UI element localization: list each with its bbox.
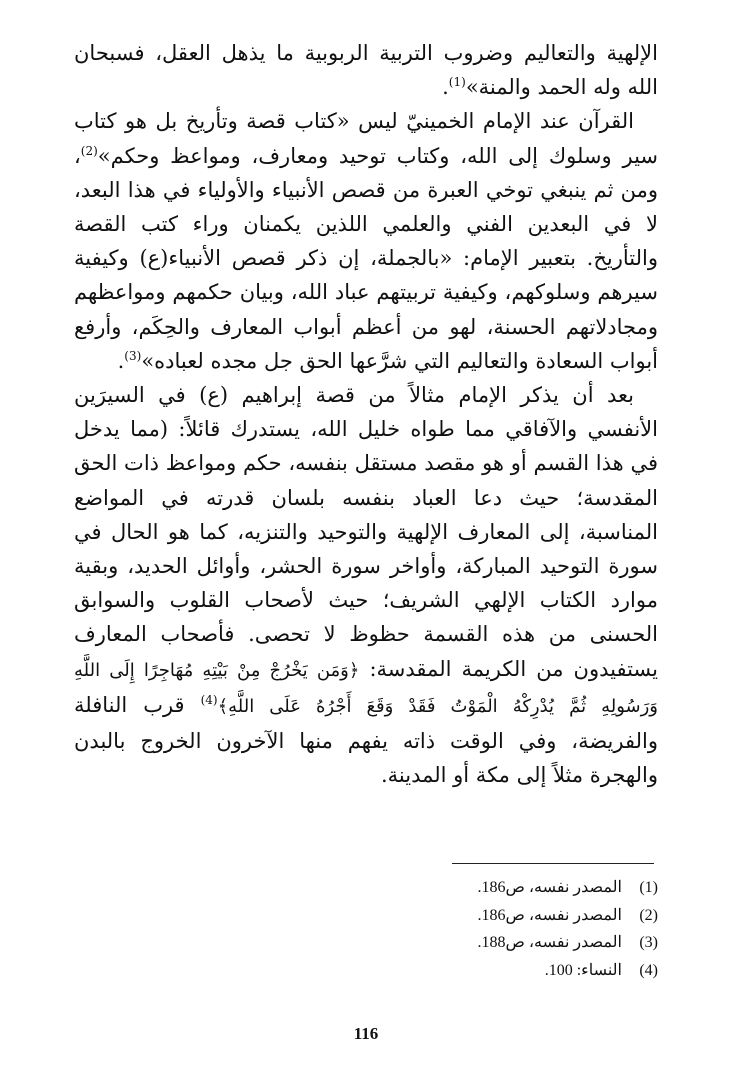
footnote-3	[300, 929, 658, 957]
paragraph-1	[74, 36, 658, 104]
paragraph-1-text: الإلهية والتعاليم وضروب التربية الربوبية ما يذهل العقل، فسبحان الله وله الحمد والمنة»	[74, 41, 658, 100]
footnote-number: (4)	[639, 961, 658, 979]
footnote-ref-4: (4)	[200, 692, 218, 707]
footnote-number: (2)	[639, 906, 658, 924]
footnote-text: المصدر نفسه، ص188.	[477, 934, 622, 951]
footnote-text: النساء: 100.	[544, 961, 622, 979]
paragraph-2-text-a: القرآن عند الإمام الخمينيّ ليس «كتاب قصة وتأريخ بل هو كتاب سير وسلوك إلى الله، وكتاب توحيد ومعارف، ومواعظ وحكم»	[74, 109, 658, 168]
footnote-2	[300, 902, 658, 930]
paragraph-3	[74, 378, 658, 792]
paragraph-2-tail: .	[117, 348, 125, 373]
main-text	[74, 36, 658, 792]
footnote-ref-3: (3)	[124, 348, 142, 363]
paragraph-2-text-b: ، ومن ثم ينبغي توخي العبرة من قصص الأنبياء والأولياء في هذا البعد، لا في البعدين الفني والعلمي اللذين يكمنان وراء كتب القصة والتأريخ. بتعبير الإمام: «بالجملة، إن ذكر قصص الأنبياء(ع) وكيفية سيرهم وسلوكهم، وكيفية تربيتهم عباد الله، وبيان حكمهم ومواعظهم ومجادلاتهم الحسنة، لهو من أعظم أبواب المعارف والحِكَم، وأرفع أبواب السعادة والتعاليم التي شرَّعها الحق جل مجده لعباده»	[74, 143, 658, 373]
page-number: 116	[353, 1024, 379, 1043]
footnote-ref-1: (1)	[448, 75, 466, 90]
footnote-text: المصدر نفسه، ص186.	[477, 906, 622, 924]
footnote-4	[300, 957, 658, 985]
footnote-ref-2: (2)	[80, 143, 98, 158]
footnote-text: المصدر نفسه، ص186.	[477, 879, 622, 896]
paragraph-3-text-b: قرب النافلة والفريضة، وفي الوقت ذاته يفهم منها الآخرون الخروج بالبدن والهجرة مثلاً إلى مكة أو المدينة.	[74, 692, 658, 788]
paragraph-1-tail: .	[442, 75, 449, 100]
quran-verse: ﴿وَمَن يَخْرُجْ مِنْ بَيْتِهِ مُهَاجِرًا إِلَى اللَّهِ وَرَسُولِهِ ثُمَّ يُدْرِكْهُ الْمَوْتُ فَقَدْ وَقَعَ أَجْرُهُ عَلَى اللَّهِ﴾	[74, 659, 658, 717]
footnote-divider	[452, 863, 654, 864]
footnote-number: (1)	[639, 879, 658, 896]
footnote-number: (3)	[639, 934, 658, 951]
footnotes	[300, 874, 658, 984]
paragraph-3-text-a: بعد أن يذكر الإمام مثالاً من قصة إبراهيم (ع) في السيرَين الأنفسي والآفاقي مما طواه خليل الله، يستدرك قائلاً: (مما يدخل في هذا القسم أو هو مقصد مستقل بنفسه، حكم ومواعظ ذات الحق المقدسة؛ حيث دعا العباد بنفسه بلسان قدرته في المواضع المناسبة، إلى المعارف الإلهية والتوحيد والتنزيه، كما هو الحال في سورة التوحيد المباركة، وأواخر سورة الحشر، وأوائل الحديد، وبقية موارد الكتاب الإلهي الشريف؛ حيث لأصحاب القلوب والسوابق الحسنى من هذه القسمة حظوظ لا تحصى. فأصحاب المعارف يستفيدون من الكريمة المقدسة:	[74, 383, 658, 681]
footnote-1	[300, 874, 658, 902]
paragraph-2	[74, 104, 658, 378]
